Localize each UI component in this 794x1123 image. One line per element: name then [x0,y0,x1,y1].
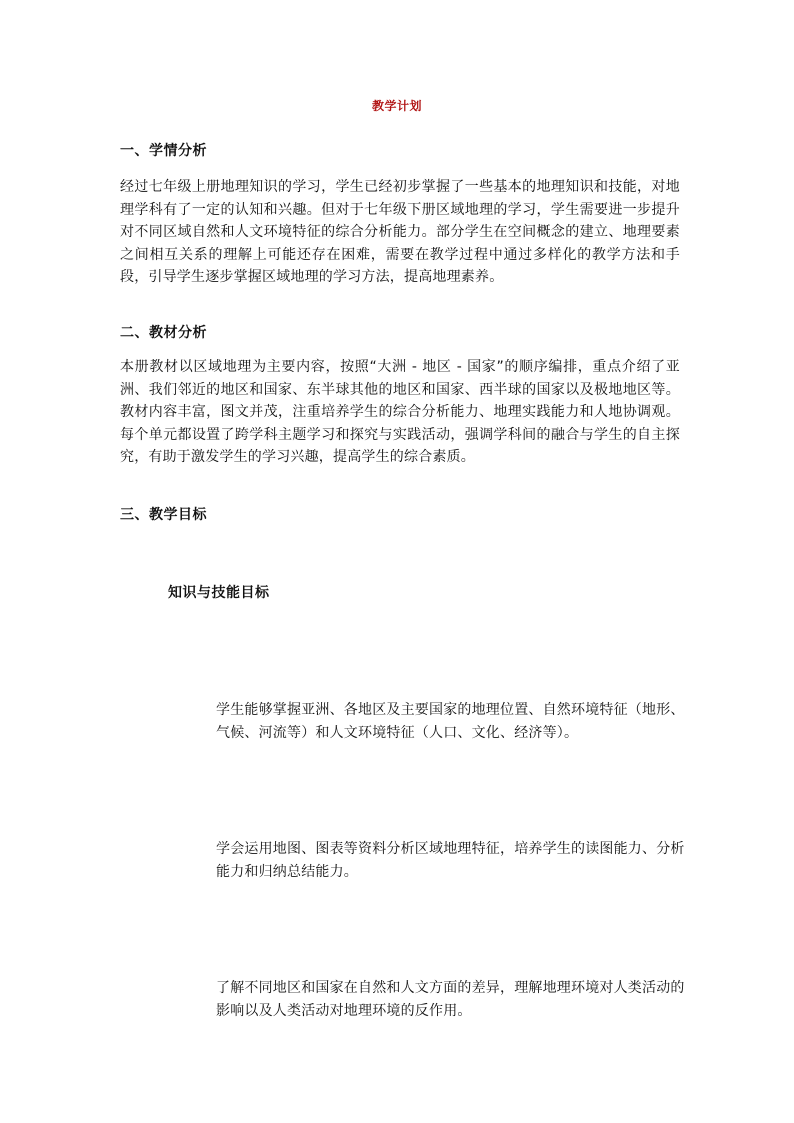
goal-item-3: 了解不同地区和国家在自然和人文方面的差异，理解地理环境对人类活动的影响以及人类活动对地理环境的反作用。 [216,980,685,1019]
sub-heading-knowledge-skills: 知识与技能目标 [168,585,270,601]
document-title: 教学计划 [371,99,422,113]
section-heading-textbook-analysis: 二、教材分析 [120,325,207,341]
goal-item-2: 学会运用地图、图表等资料分析区域地理特征，培养学生的读图能力、分析能力和归纳总结能力。 [216,841,685,880]
textbook-analysis-paragraph: 本册教材以区域地理为主要内容，按照“大洲 - 地区 - 国家”的顺序编排，重点介绍了亚洲、我们邻近的地区和国家、东半球其他的地区和国家、西半球的国家以及极地地区等。教材内容丰富，图文并茂，注重培养学生的综合分析能力、地理实践能力和人地协调观。每个单元都设置了跨学科主题学习和探究与实践活动，强调学科间的融合与学生的自主探究，有助于激发学生的学习兴趣，提高学生的综合素质。 [120,359,680,465]
student-analysis-paragraph: 经过七年级上册地理知识的学习，学生已经初步掌握了一些基本的地理知识和技能，对地理学科有了一定的认知和兴趣。但对于七年级下册区域地理的学习，学生需要进一步提升对不同区域自然和人文环境特征的综合分析能力。部分学生在空间概念的建立、地理要素之间相互关系的理解上可能还存在困难，需要在教学过程中通过多样化的教学方法和手段，引导学生逐步掌握区域地理的学习方法，提高地理素养。 [120,179,680,285]
section-heading-student-analysis: 一、学情分析 [120,143,207,159]
section-heading-teaching-goals: 三、教学目标 [120,507,207,523]
goal-item-1: 学生能够掌握亚洲、各地区及主要国家的地理位置、自然环境特征（地形、气候、河流等）和人文环境特征（人口、文化、经济等）。 [216,702,685,741]
